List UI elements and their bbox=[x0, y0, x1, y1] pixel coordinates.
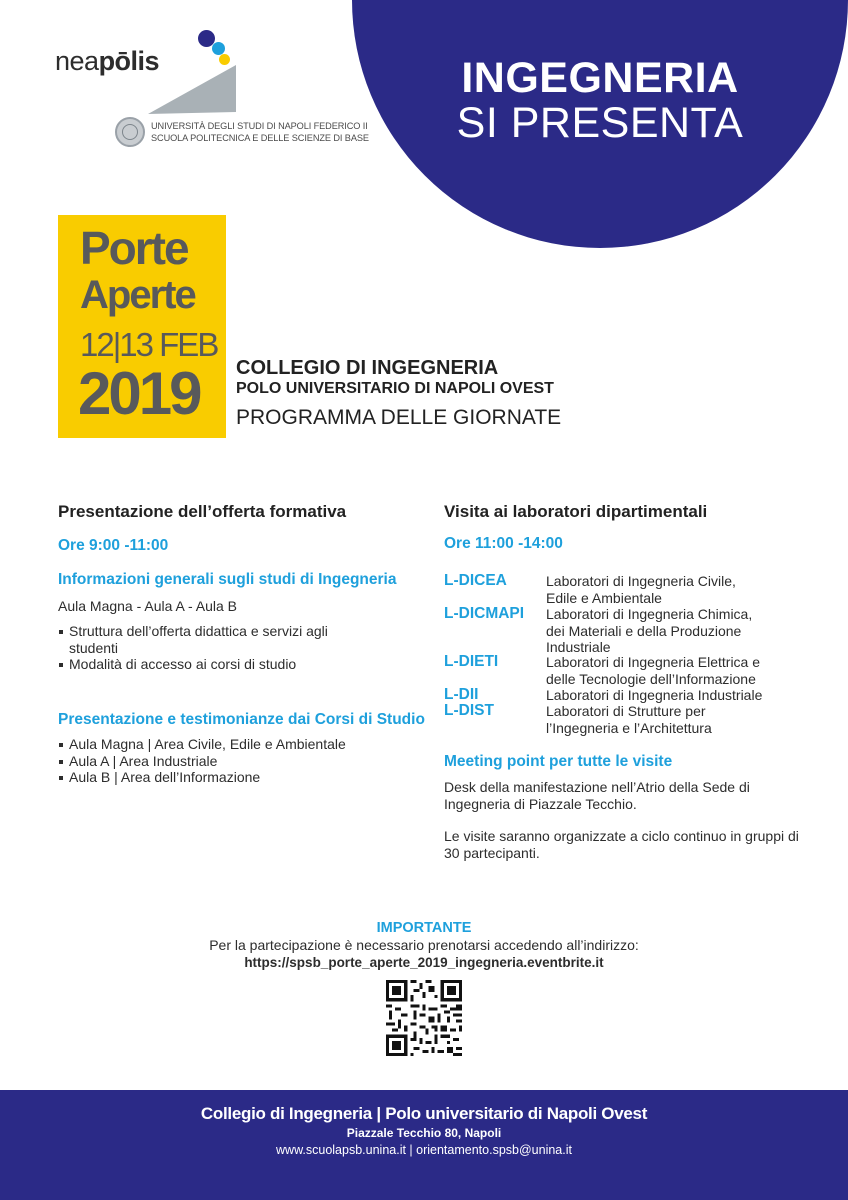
qr-code-icon[interactable] bbox=[386, 980, 462, 1056]
collegio-title: COLLEGIO DI INGEGNERIA bbox=[236, 357, 499, 379]
university-line1: UNIVERSITÀ DEGLI STUDI DI NAPOLI FEDERICO II bbox=[151, 121, 368, 131]
program-title: PROGRAMMA DELLE GIORNATE bbox=[236, 406, 562, 429]
event-title-porte: Porte bbox=[80, 222, 188, 274]
list-item: Aula Magna | Area Civile, Edile e Ambientale bbox=[58, 736, 398, 753]
event-dates: 12|13 FEB bbox=[80, 326, 218, 363]
list-item: Aula A | Area Industriale bbox=[58, 753, 398, 770]
meeting-title: Meeting point per tutte le visite bbox=[444, 753, 673, 770]
section1-rooms: Aula Magna - Aula A - Aula B bbox=[58, 598, 238, 614]
section2-title: Presentazione e testimonianze dai Corsi di Studio bbox=[58, 711, 425, 728]
university-name bbox=[151, 120, 369, 144]
logo-word-light: nea bbox=[55, 46, 99, 76]
lab-code: L-DII bbox=[444, 686, 479, 703]
lab-description: Laboratori di Ingegneria Elettrica e delle Tecnologie dell’Informazione bbox=[546, 654, 761, 687]
meeting-text: Desk della manifestazione nell’Atrio della Sede di Ingegneria di Piazzale Tecchio. bbox=[444, 779, 750, 812]
footer-contacts[interactable]: www.scuolapsb.unina.it | orientamento.spsb@unina.it bbox=[276, 1143, 572, 1157]
logo-wedge-icon bbox=[140, 64, 240, 116]
footer-address: Piazzale Tecchio 80, Napoli bbox=[346, 1126, 502, 1140]
university-seal-icon bbox=[115, 117, 145, 147]
right-heading: Visita ai laboratori dipartimentali bbox=[444, 502, 708, 521]
important-title: IMPORTANTE bbox=[376, 920, 472, 936]
lab-description: Laboratori di Strutture per l’Ingegneria e l’Architettura bbox=[546, 703, 712, 736]
lab-code: L-DICMAPI bbox=[444, 605, 525, 622]
university-line2: SCUOLA POLITECNICA E DELLE SCIENZE DI BASE bbox=[151, 133, 369, 143]
list-item: Aula B | Area dell’Informazione bbox=[58, 769, 398, 786]
lab-code: L-DIETI bbox=[444, 653, 499, 670]
header-title-line1: INGEGNERIA bbox=[461, 54, 739, 102]
header-title-line2: SI PRESENTA bbox=[456, 99, 744, 147]
lab-code: L-DIST bbox=[444, 702, 494, 719]
footer-title: Collegio di Ingegneria | Polo universitario di Napoli Ovest bbox=[200, 1104, 648, 1123]
list-item: Modalità di accesso ai corsi di studio bbox=[58, 656, 368, 673]
groups-text: Le visite saranno organizzate a ciclo continuo in gruppi di 30 partecipanti. bbox=[444, 828, 799, 861]
left-time: Ore 9:00 -11:00 bbox=[58, 537, 169, 554]
lab-description: Laboratori di Ingegneria Civile, Edile e Ambientale bbox=[546, 573, 736, 606]
section2-list bbox=[58, 736, 398, 786]
important-text: Per la partecipazione è necessario prenotarsi accedendo all’indirizzo: bbox=[209, 937, 639, 953]
list-item: Struttura dell’offerta didattica e servizi agli studenti bbox=[58, 623, 368, 656]
lab-description: Laboratori di Ingegneria Chimica, dei Materiali e della Produzione Industriale bbox=[546, 606, 753, 655]
logo-word-bold: pōlis bbox=[98, 46, 160, 76]
collegio-subtitle: POLO UNIVERSITARIO DI NAPOLI OVEST bbox=[236, 380, 554, 397]
section1-list bbox=[58, 623, 368, 673]
event-year: 2019 bbox=[78, 360, 200, 427]
lab-description: Laboratori di Ingegneria Industriale bbox=[546, 687, 763, 703]
right-time: Ore 11:00 -14:00 bbox=[444, 535, 563, 552]
event-title-aperte: Aperte bbox=[80, 273, 195, 317]
left-heading: Presentazione dell’offerta formativa bbox=[58, 502, 347, 521]
registration-link[interactable]: https://spsb_porte_aperte_2019_ingegneria.eventbrite.it bbox=[244, 955, 604, 970]
lab-code: L-DICEA bbox=[444, 572, 507, 589]
section1-title: Informazioni generali sugli studi di Ingegneria bbox=[58, 571, 397, 588]
